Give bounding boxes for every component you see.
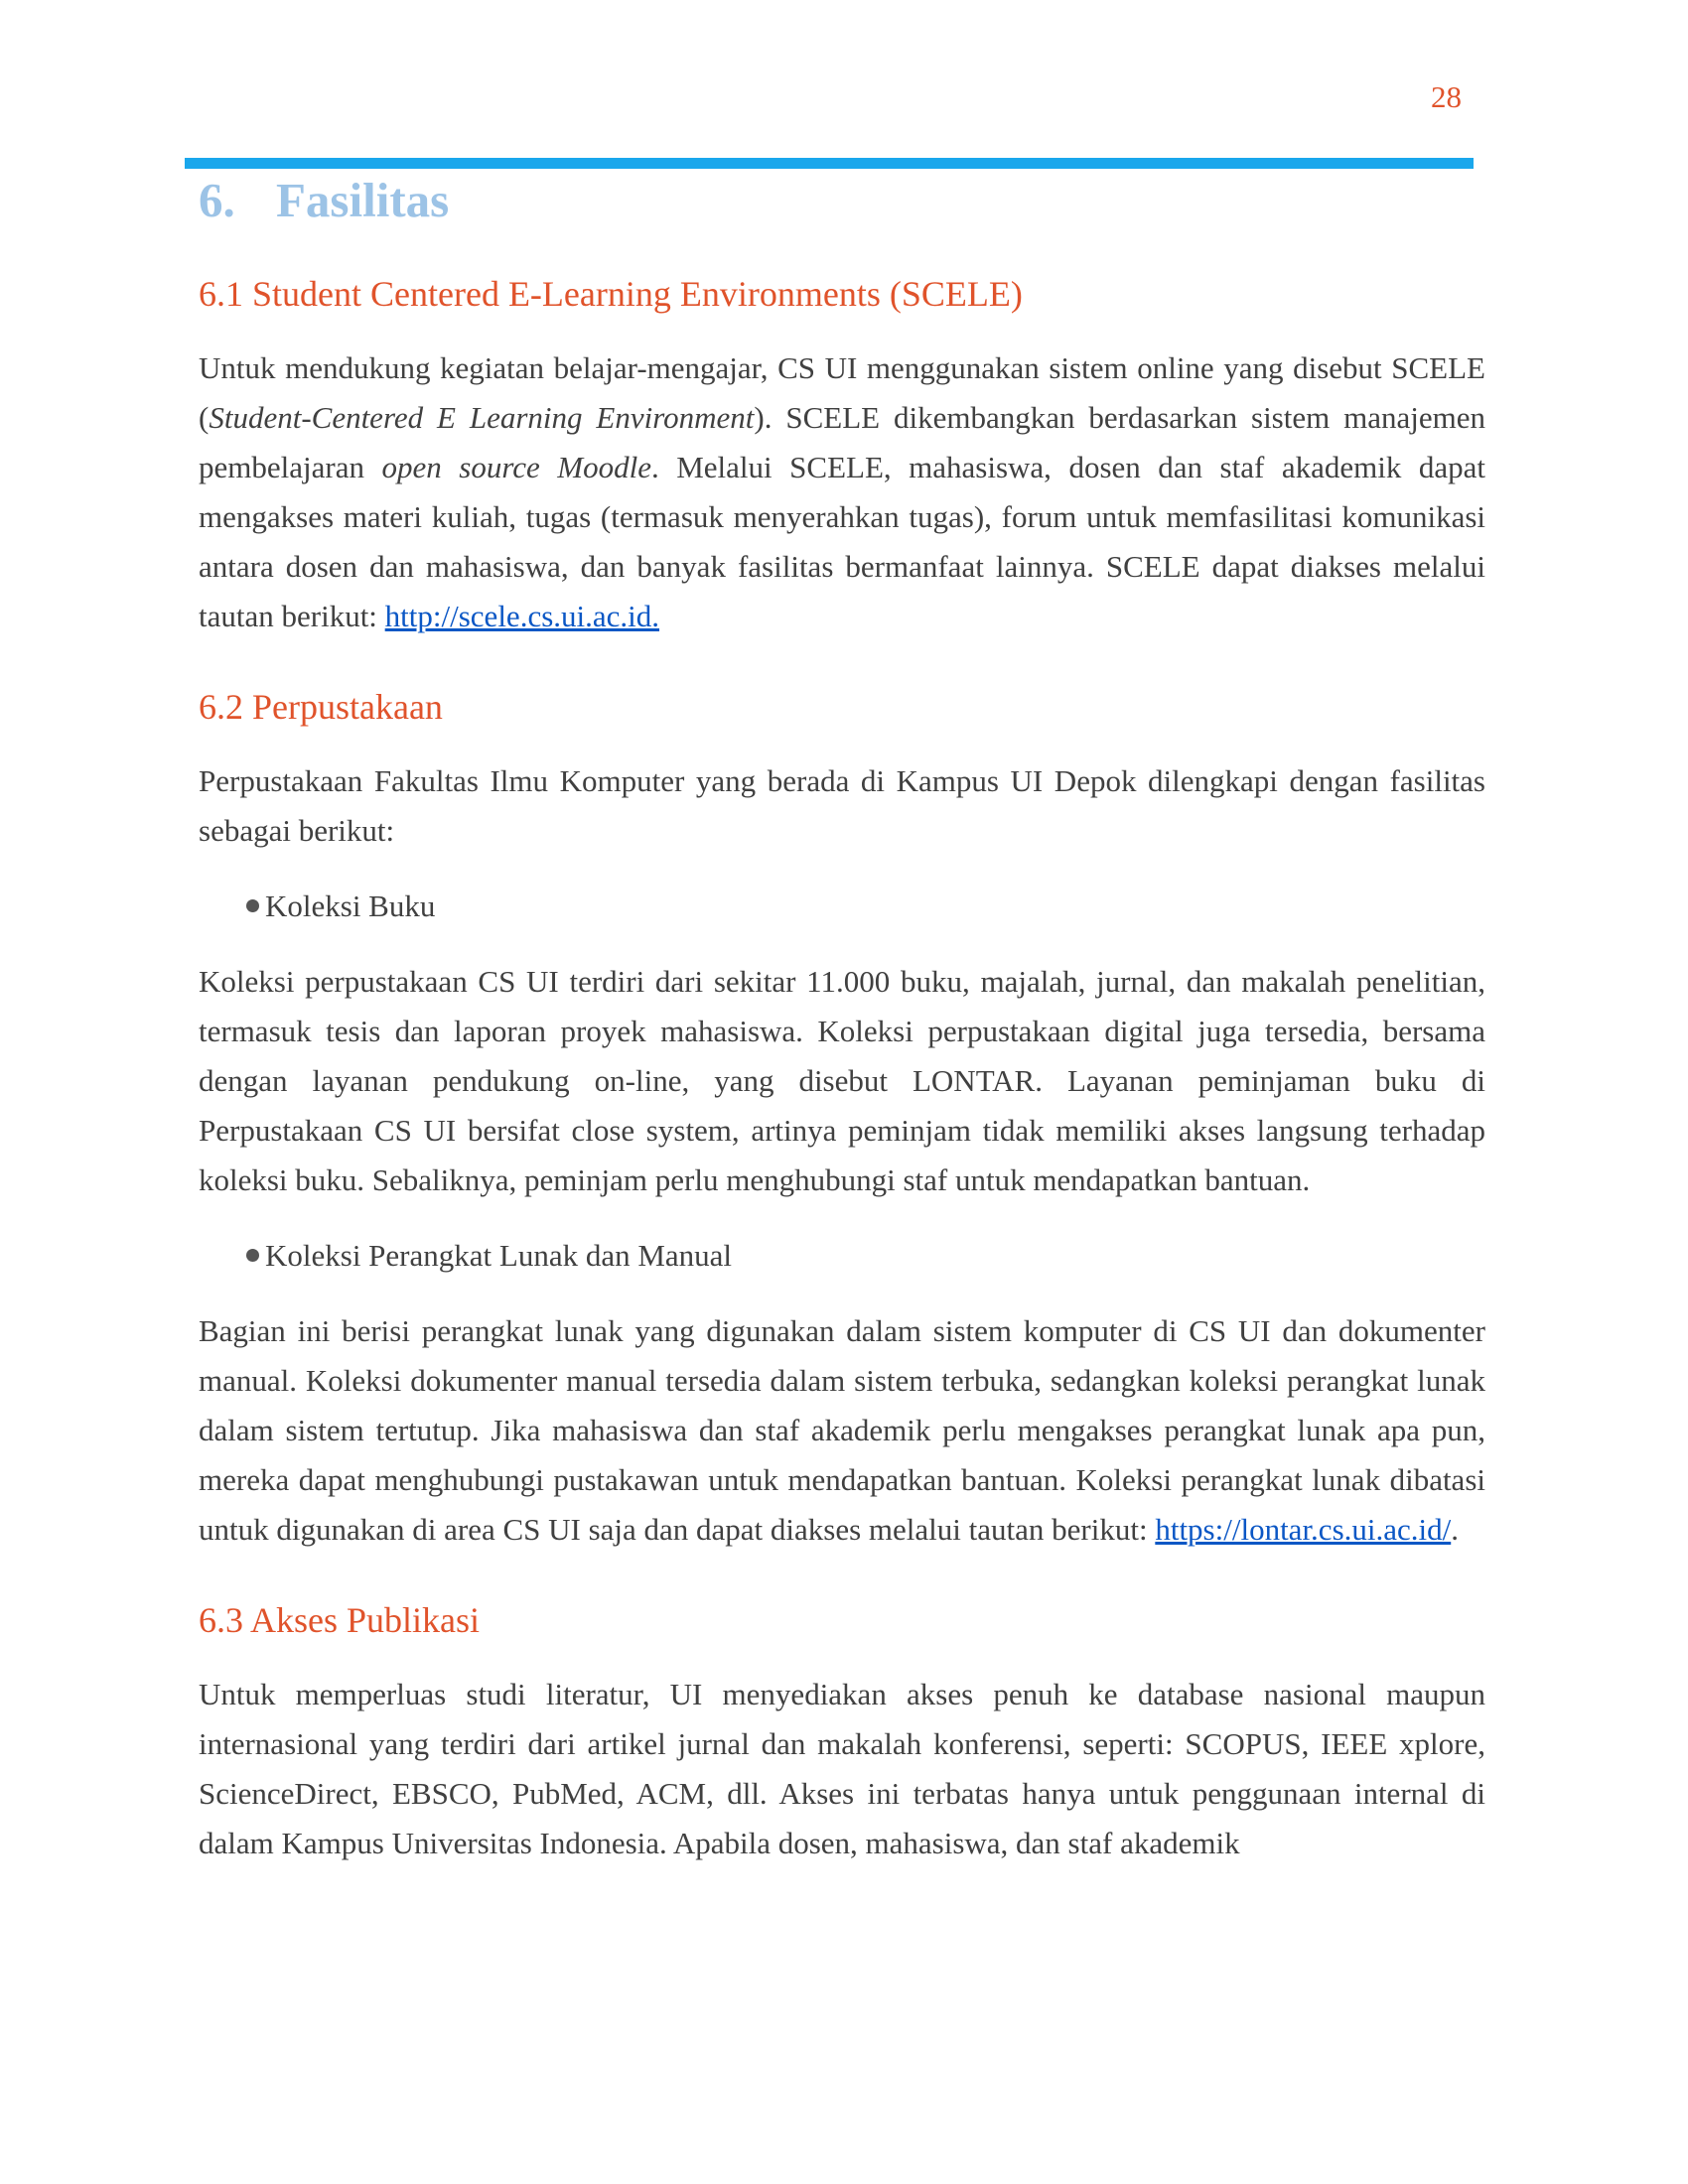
bullet-dot-icon [246,1249,259,1262]
page-content [199,270,1485,1868]
text-span: . [1451,1512,1459,1547]
section-heading-akses-publikasi: 6.3 Akses Publikasi [199,1600,481,1640]
bullet-label: Koleksi Perangkat Lunak dan Manual [265,1238,733,1273]
paragraph-koleksi-buku: Koleksi perpustakaan CS UI terdiri dari sekitar 11.000 buku, majalah, jurnal, dan makalah penelitian, termasuk tesis dan laporan proyek mahasiswa. Koleksi perpustakaan digital juga tersedia, bersama dengan layanan pendukung on-line, yang disebut LONTAR. Layanan peminjaman buku di Perpustakaan CS UI bersifat close system, artinya peminjam tidak memiliki akses langsung terhadap koleksi buku. Sebaliknya, peminjam perlu menghubungi staf untuk mendapatkan bantuan. [199,964,1485,1197]
text-span: . Melalui SCELE, mahasiswa, dosen dan staf akademik dapat mengakses materi kuliah, tugas (termasuk menyerahkan tugas), forum untuk memfasilitasi komunikasi antara dosen dan mahasiswa, dan banyak fasilitas bermanfaat lainnya. SCELE dapat diakses melalui tautan berikut: [199,450,1485,633]
section-heading-scele: 6.1 Student Centered E-Learning Environments (SCELE) [199,274,1023,314]
text-span: Bagian ini berisi perangkat lunak yang digunakan dalam sistem komputer di CS UI dan dokumenter manual. Koleksi dokumenter manual tersedia dalam sistem terbuka, sedangkan koleksi perangkat lunak dalam sistem tertutup. Jika mahasiswa dan staf akademik perlu mengakses perangkat lunak apa pun, mereka dapat menghubungi pustakawan untuk mendapatkan bantuan. Koleksi perangkat lunak dibatasi untuk digunakan di area CS UI saja dan dapat diakses melalui tautan berikut: [199,1313,1485,1547]
paragraph-scele [199,343,1485,641]
text-span: ). SCELE dikembangkan berdasarkan sistem manajemen pembelajaran [199,400,1485,484]
bullet-koleksi-buku [199,882,1485,931]
bullet-koleksi-perangkat-lunak [199,1231,1485,1281]
scele-link[interactable]: http://scele.cs.ui.ac.id. [384,599,660,633]
paragraph-perangkat-lunak [199,1306,1485,1555]
lontar-link[interactable]: https://lontar.cs.ui.ac.id/ [1155,1512,1452,1547]
chapter-title-text: Fasilitas [276,173,450,227]
bullet-dot-icon [246,899,259,912]
page-number: 28 [1431,79,1462,114]
italic-text: open source Moodle [381,450,651,484]
section-heading-perpustakaan: 6.2 Perpustakaan [199,687,443,727]
chapter-title [199,171,449,230]
paragraph-perpustakaan-intro: Perpustakaan Fakultas Ilmu Komputer yang berada di Kampus UI Depok dilengkapi dengan fasilitas sebagai berikut: [199,763,1485,848]
bullet-label: Koleksi Buku [265,888,436,923]
italic-text: Student-Centered E Learning Environment [209,400,755,435]
paragraph-akses-publikasi: Untuk memperluas studi literatur, UI menyediakan akses penuh ke database nasional maupun internasional yang terdiri dari artikel jurnal dan makalah konferensi, seperti: SCOPUS, IEEE xplore, ScienceDirect, EBSCO, PubMed, ACM, dll. Akses ini terbatas hanya untuk penggunaan internal di dalam Kampus Universitas Indonesia. Apabila dosen, mahasiswa, dan staf akademik [199,1677,1485,1860]
text-span: Untuk mendukung kegiatan belajar-mengajar, CS UI menggunakan sistem online yang disebut SCELE ( [199,350,1485,435]
chapter-number: 6. [199,173,235,227]
header-rule [185,158,1474,169]
